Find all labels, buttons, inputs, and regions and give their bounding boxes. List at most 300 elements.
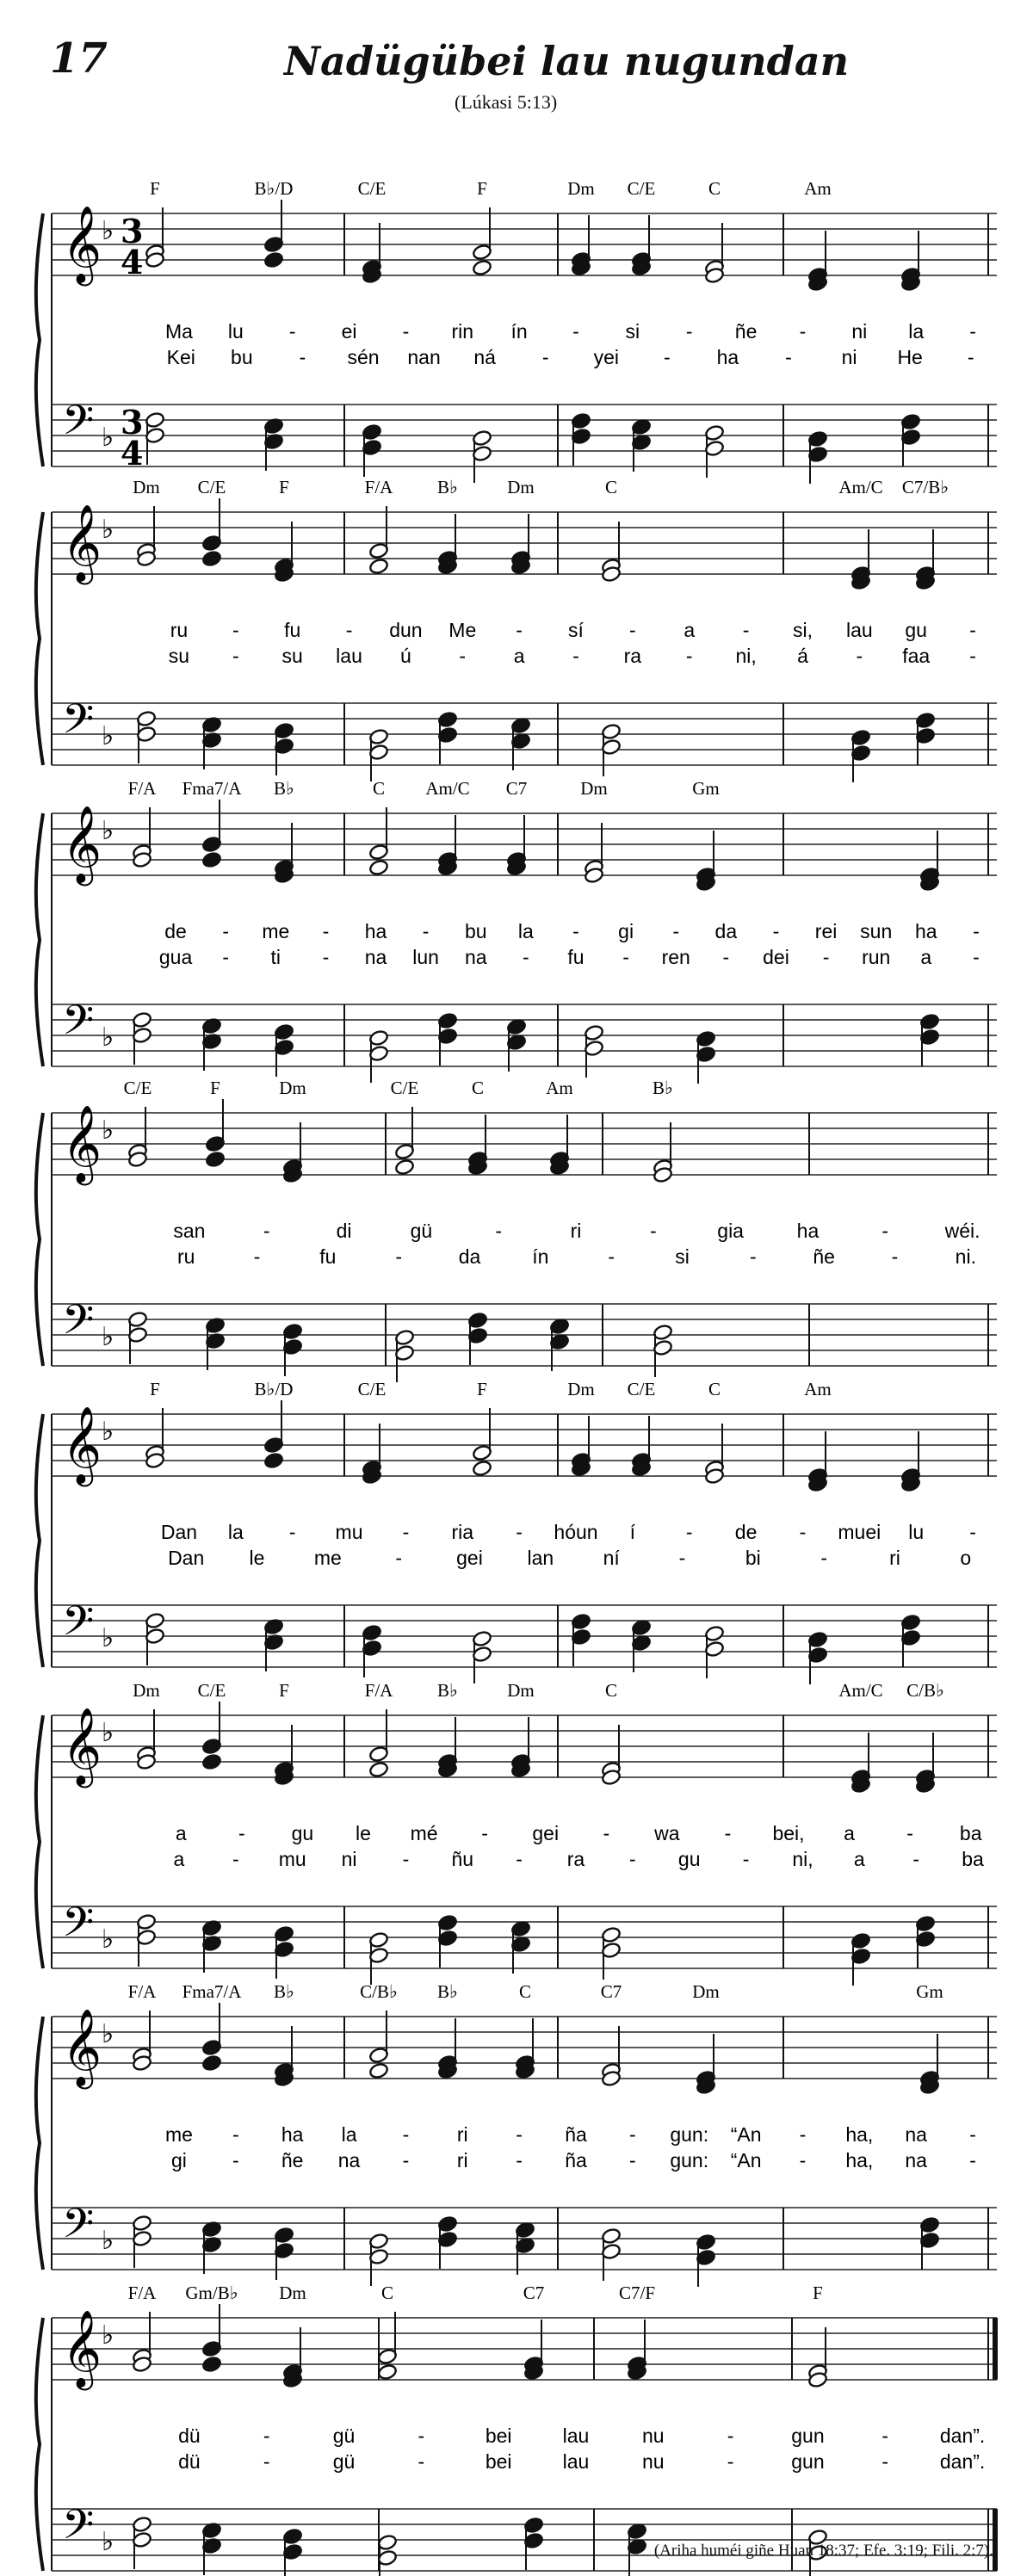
lyric-verse2-syllable: -	[516, 1848, 523, 1870]
lyric-verse2-syllable: -	[263, 2450, 270, 2473]
key-signature-flat-icon: ♭	[102, 721, 114, 751]
lyric-verse1-syllable: dun	[389, 619, 423, 641]
treble-staff	[52, 213, 997, 275]
treble-clef-icon: 𝄞	[62, 504, 102, 582]
lyric-verse1-syllable: ni	[851, 320, 868, 343]
lyric-verse1-syllable: ñe	[734, 320, 758, 343]
lyric-verse1-syllable: -	[322, 920, 330, 942]
lyric-verse1-syllable: gü	[410, 1220, 433, 1242]
chord-symbol: Dm	[567, 1379, 595, 1399]
lyric-verse1-syllable: ri	[456, 2123, 468, 2146]
treble-note	[205, 1099, 226, 1152]
lyric-verse2-syllable: lan	[527, 1547, 554, 1569]
lyric-verse2-syllable: -	[969, 645, 976, 667]
lyric-verse2-syllable: “An	[730, 2149, 762, 2171]
lyric-verse2-syllable: sén	[347, 346, 380, 368]
chord-symbol: C/E	[357, 178, 387, 199]
lyric-verse2-syllable: ru	[176, 1245, 195, 1268]
lyric-verse2-syllable: dan”.	[939, 2450, 986, 2473]
key-signature-flat-icon: ♭	[102, 1022, 114, 1053]
lyric-verse1-syllable: a	[175, 1822, 187, 1844]
chord-symbol: C/E	[123, 1078, 152, 1098]
lyric-verse2-syllable: gua	[158, 946, 193, 968]
hymn-number: 17	[50, 34, 108, 83]
lyric-verse1-syllable: gei	[532, 1822, 560, 1844]
lyric-verse2-syllable: bi	[745, 1547, 761, 1569]
chord-symbol: B♭/D	[254, 178, 294, 199]
chord-symbol: C7/B♭	[901, 477, 949, 497]
hymn-header	[0, 0, 1033, 120]
key-signature-flat-icon: ♭	[102, 423, 114, 453]
lyric-verse1-syllable: gü	[332, 2425, 356, 2447]
lyric-verse2-syllable: nu	[642, 2450, 665, 2473]
lyric-verse1-syllable: mé	[410, 1822, 438, 1844]
chord-symbol: B♭	[437, 1981, 458, 2002]
lyric-verse1-syllable: me	[262, 920, 290, 942]
treble-note	[472, 1460, 492, 1477]
lyric-verse2-syllable: ha,	[845, 2149, 874, 2171]
chord-symbol: C	[372, 778, 386, 799]
lyric-verse2-syllable: lun	[412, 946, 439, 968]
key-signature-flat-icon: ♭	[102, 515, 114, 545]
lyric-verse1-syllable: -	[495, 1220, 503, 1242]
lyric-verse2-syllable: ra	[566, 1848, 585, 1870]
lyric-verse2-syllable: -	[232, 1848, 239, 1870]
treble-note	[205, 1151, 226, 1168]
lyric-verse2-syllable: -	[516, 2149, 523, 2171]
chord-symbol: Am/C	[838, 477, 883, 497]
chord-symbol: C7	[523, 2283, 545, 2303]
music-system	[0, 127, 1033, 473]
lyric-verse1-syllable: ña	[565, 2123, 587, 2146]
treble-clef-icon: 𝄞	[62, 206, 102, 283]
lyric-verse1-syllable: gi	[618, 920, 634, 942]
chord-symbol: B♭	[274, 778, 294, 799]
treble-clef-icon: 𝄞	[62, 1105, 102, 1183]
chord-symbol: F/A	[127, 1981, 157, 2002]
chord-symbol: Dm	[279, 1078, 306, 1098]
lyric-verse2-syllable: -	[395, 1547, 403, 1569]
lyric-verse2-syllable: ri	[456, 2149, 468, 2171]
system-svg	[0, 426, 1033, 753]
chord-symbol: Gm/B♭	[185, 2283, 238, 2303]
lyric-verse2-syllable: -	[742, 1848, 750, 1870]
lyric-verse1-syllable: wéi.	[944, 1220, 980, 1242]
lyric-verse1-syllable: -	[263, 2425, 270, 2447]
chord-symbol: C/E	[197, 1680, 226, 1701]
lyric-verse2-syllable: -	[678, 1547, 686, 1569]
lyric-verse2-syllable: -	[402, 2149, 410, 2171]
music-system	[0, 1027, 1033, 1354]
lyric-verse2-syllable: -	[969, 2149, 976, 2171]
lyric-verse2-syllable: ti	[270, 946, 281, 968]
system-svg	[0, 727, 1033, 1054]
treble-note	[368, 1761, 389, 1778]
lyric-verse2-syllable: ni,	[735, 645, 757, 667]
lyric-verse1-syllable: san	[173, 1220, 206, 1242]
lyric-verse1-syllable: la	[517, 920, 534, 942]
lyric-verse1-syllable: Dan	[160, 1521, 198, 1543]
lyric-verse2-syllable: -	[799, 2149, 807, 2171]
lyric-verse1-syllable: -	[402, 1521, 410, 1543]
lyric-verse1-syllable: de	[164, 920, 187, 942]
music-system	[0, 1930, 1033, 2258]
lyric-verse2-syllable: nan	[407, 346, 441, 368]
lyric-verse1-syllable: -	[402, 320, 410, 343]
lyric-verse2-syllable: -	[418, 2450, 425, 2473]
chord-symbol: B♭	[437, 477, 458, 497]
chord-symbol: F/A	[364, 1680, 393, 1701]
lyric-verse2-syllable: me	[313, 1547, 342, 1569]
treble-note	[377, 2363, 398, 2381]
lyric-verse2-syllable: a	[920, 946, 932, 968]
key-signature-flat-icon: ♭	[102, 2019, 114, 2049]
lyric-verse1-syllable: la	[341, 2123, 357, 2146]
lyric-verse1-syllable: lu	[227, 320, 244, 343]
treble-note	[368, 558, 389, 575]
chord-symbol: C/E	[627, 178, 656, 199]
lyric-verse1-syllable: -	[685, 320, 693, 343]
lyric-verse1-syllable: -	[516, 1521, 523, 1543]
chord-symbol: Am	[804, 178, 832, 199]
system-svg	[0, 1027, 1033, 1354]
time-signature-top: 3	[121, 212, 144, 250]
lyric-verse2-syllable: run	[862, 946, 891, 968]
treble-note	[472, 1408, 492, 1461]
treble-clef-icon: 𝄞	[62, 806, 102, 883]
treble-note	[368, 859, 389, 876]
lyric-verse1-syllable: bei,	[772, 1822, 805, 1844]
chord-symbol: C/E	[357, 1379, 387, 1399]
treble-clef-icon: 𝄞	[62, 2009, 102, 2086]
lyric-verse2-syllable: -	[523, 946, 529, 968]
treble-note	[368, 1709, 389, 1763]
lyric-verse1-syllable: a	[684, 619, 696, 641]
lyric-verse1-syllable: Me	[448, 619, 477, 641]
chord-symbol: Dm	[507, 477, 535, 497]
lyric-verse1-syllable: ri	[570, 1220, 582, 1242]
lyric-verse2-syllable: -	[299, 346, 306, 368]
lyric-verse1-syllable: ha	[364, 920, 387, 942]
treble-staff	[52, 1113, 997, 1175]
lyric-verse2-syllable: le	[249, 1547, 265, 1569]
lyric-verse1-syllable: -	[232, 619, 239, 641]
lyric-verse1-syllable: -	[629, 619, 636, 641]
lyric-verse2-syllable: ñe	[281, 2149, 304, 2171]
treble-note	[263, 200, 284, 253]
lyric-verse1-syllable: ín	[510, 320, 528, 343]
lyric-verse2-syllable: -	[222, 946, 230, 968]
lyric-verse1-syllable: -	[603, 1822, 610, 1844]
lyric-verse1-syllable: -	[881, 1220, 889, 1242]
chord-symbol: C/E	[197, 477, 226, 497]
treble-note	[263, 1400, 284, 1454]
system-svg	[0, 1629, 1033, 1956]
treble-note	[201, 2356, 222, 2373]
key-signature-flat-icon: ♭	[102, 1623, 114, 1653]
chord-symbol: Gm	[916, 1981, 943, 2002]
lyric-verse1-syllable: lau	[845, 619, 873, 641]
chord-symbol: Am	[804, 1379, 832, 1399]
lyric-verse1-syllable: sun	[860, 920, 893, 942]
chord-symbol: C	[604, 1680, 618, 1701]
lyric-verse2-syllable: na	[364, 946, 387, 968]
footnote: (Ariha huméi giñe Huan 18:37; Efe. 3:19; Fili. 2:7).	[653, 2542, 993, 2560]
chord-symbol: C/B♭	[906, 1680, 944, 1701]
chord-symbol: Dm	[133, 1680, 160, 1701]
key-signature-flat-icon: ♭	[102, 1718, 114, 1748]
key-signature-flat-icon: ♭	[102, 1322, 114, 1352]
bass-clef-icon: 𝄢	[62, 2500, 95, 2559]
lyric-verse2-syllable: na	[905, 2149, 927, 2171]
treble-note	[201, 2054, 222, 2072]
lyric-verse2-syllable: He	[897, 346, 923, 368]
bass-clef-icon: 𝄢	[62, 2199, 95, 2258]
lyric-verse1-syllable: -	[973, 920, 980, 942]
lyric-verse2-syllable: a	[173, 1848, 185, 1870]
lyric-verse2-syllable: ha	[716, 346, 739, 368]
lyric-verse2-syllable: ñe	[813, 1245, 835, 1268]
lyric-verse2-syllable: -	[820, 1547, 828, 1569]
lyric-verse2-syllable: -	[322, 946, 330, 968]
lyric-verse1-syllable: -	[418, 2425, 425, 2447]
lyric-verse2-syllable: -	[459, 645, 467, 667]
lyric-verse2-syllable: ni	[341, 1848, 357, 1870]
lyric-verse2-syllable: o	[960, 1547, 972, 1569]
lyric-verse1-syllable: -	[238, 1822, 245, 1844]
lyric-verse2-syllable: -	[629, 1848, 636, 1870]
lyric-verse2-syllable: -	[622, 946, 629, 968]
hymn-title: Nadügübei lau nugundan	[284, 38, 850, 84]
chord-symbol: F	[279, 1680, 289, 1701]
treble-note	[201, 2003, 222, 2056]
chord-symbol: Dm	[567, 178, 595, 199]
chord-symbol: B♭/D	[254, 1379, 294, 1399]
bass-clef-icon: 𝄢	[62, 1898, 95, 1956]
lyric-verse1-syllable: -	[881, 2425, 889, 2447]
lyric-verse2-syllable: -	[402, 1848, 410, 1870]
chord-symbol: Dm	[580, 778, 608, 799]
bass-clef-icon: 𝄢	[62, 695, 95, 753]
treble-note	[472, 207, 492, 261]
chord-symbol: C	[471, 1078, 485, 1098]
lyric-verse2-syllable: -	[856, 645, 863, 667]
lyric-verse1-syllable: -	[288, 1521, 296, 1543]
treble-note	[368, 2011, 389, 2064]
lyric-verse2-syllable: ú	[400, 645, 411, 667]
lyric-verse1-syllable: dü	[178, 2425, 201, 2447]
chord-symbol: Am	[546, 1078, 573, 1098]
treble-note	[377, 2312, 398, 2365]
lyric-verse1-syllable: -	[969, 1521, 976, 1543]
lyric-verse1-syllable: la	[227, 1521, 244, 1543]
chord-symbol: Dm	[692, 1981, 720, 2002]
lyric-verse1-syllable: -	[772, 920, 780, 942]
lyric-verse1-syllable: ha	[915, 920, 937, 942]
chord-symbol: F	[477, 178, 487, 199]
treble-note	[394, 1107, 415, 1160]
treble-note	[201, 2304, 222, 2357]
lyric-verse1-syllable: si,	[792, 619, 813, 641]
lyric-verse2-syllable: ren	[661, 946, 690, 968]
lyric-verse1-syllable: -	[649, 1220, 657, 1242]
lyric-verse1-syllable: gia	[717, 1220, 744, 1242]
lyric-verse2-syllable: da	[458, 1245, 481, 1268]
chord-symbol: B♭	[437, 1680, 458, 1701]
lyric-verse1-syllable: mu	[335, 1521, 363, 1543]
chord-symbol: Gm	[692, 778, 720, 799]
lyric-verse1-syllable: gu	[291, 1822, 314, 1844]
key-signature-flat-icon: ♭	[102, 1417, 114, 1447]
lyric-verse1-syllable: -	[516, 619, 523, 641]
chord-symbol: C	[518, 1981, 532, 2002]
lyric-verse1-syllable: da	[714, 920, 738, 942]
treble-note	[201, 851, 222, 868]
bass-staff	[52, 2509, 997, 2571]
lyric-verse2-syllable: gu	[677, 1848, 701, 1870]
lyric-verse2-syllable: -	[912, 1848, 920, 1870]
lyric-verse1-syllable: ha	[281, 2123, 304, 2146]
lyric-verse2-syllable: -	[822, 946, 830, 968]
lyric-verse2-syllable: gun:	[670, 2149, 709, 2171]
lyric-verse2-syllable: lau	[336, 645, 362, 667]
lyric-verse1-syllable: sí	[568, 619, 584, 641]
lyric-verse2-syllable: -	[664, 346, 671, 368]
chord-symbol: B♭	[274, 1981, 294, 2002]
treble-staff	[52, 2318, 997, 2380]
treble-note	[368, 807, 389, 861]
key-signature-flat-icon: ♭	[102, 1115, 114, 1146]
treble-note	[263, 251, 284, 269]
lyric-verse2-syllable: -	[232, 2149, 239, 2171]
chord-symbol: F	[150, 1379, 160, 1399]
lyric-verse2-syllable: ín	[532, 1245, 549, 1268]
chord-symbol: F	[477, 1379, 487, 1399]
treble-note	[472, 259, 492, 276]
lyric-verse1-syllable: -	[906, 1822, 913, 1844]
lyric-verse2-syllable: á	[797, 645, 808, 667]
lyric-verse2-syllable: -	[891, 1245, 899, 1268]
lyric-verse2-syllable: su	[281, 645, 303, 667]
treble-note	[201, 550, 222, 567]
lyric-verse1-syllable: hóun	[554, 1521, 598, 1543]
music-system	[0, 426, 1033, 753]
chord-symbol: Am/C	[838, 1680, 883, 1701]
lyric-verse2-syllable: -	[395, 1245, 403, 1268]
lyric-verse1-syllable: -	[345, 619, 353, 641]
lyric-verse1-syllable: lau	[562, 2425, 590, 2447]
lyric-verse2-syllable: na	[464, 946, 487, 968]
lyric-verse1-syllable: muei	[838, 1521, 881, 1543]
chord-symbol: F/A	[127, 2283, 157, 2303]
lyric-verse2-syllable: a	[513, 645, 525, 667]
music-system	[0, 1328, 1033, 1655]
lyric-verse2-syllable: -	[881, 2450, 889, 2473]
time-signature-bottom: 4	[121, 434, 144, 473]
brace	[36, 2318, 43, 2571]
chord-symbol: C	[708, 178, 721, 199]
lyric-verse2-syllable: si	[675, 1245, 690, 1268]
chord-symbol: C	[604, 477, 618, 497]
key-signature-flat-icon: ♭	[102, 216, 114, 246]
chord-symbol: Dm	[133, 477, 160, 497]
chord-symbol: C7	[600, 1981, 622, 2002]
lyric-verse2-syllable: gi	[170, 2149, 187, 2171]
treble-note	[368, 2062, 389, 2079]
time-signature-top: 3	[121, 403, 144, 442]
lyric-verse2-syllable: -	[541, 346, 549, 368]
treble-note	[201, 800, 222, 853]
lyric-verse2-syllable: -	[785, 346, 792, 368]
chord-symbol: C7	[505, 778, 528, 799]
lyric-verse2-syllable: na	[337, 2149, 361, 2171]
time-signature-bottom: 4	[121, 243, 144, 281]
treble-note	[201, 1753, 222, 1770]
lyric-verse1-syllable: bei	[485, 2425, 512, 2447]
lyric-verse2-syllable: bei	[485, 2450, 512, 2473]
lyric-verse1-syllable: -	[288, 320, 296, 343]
lyric-verse1-syllable: lu	[908, 1521, 925, 1543]
lyric-verse2-syllable: yei	[593, 346, 619, 368]
lyric-verse1-syllable: “An	[730, 2123, 762, 2146]
lyric-verse1-syllable: ru	[170, 619, 189, 641]
bass-clef-icon: 𝄢	[62, 996, 95, 1054]
chord-symbol: C7/F	[618, 2283, 656, 2303]
lyric-verse1-syllable: -	[222, 920, 230, 942]
lyric-verse2-syllable: mu	[278, 1848, 306, 1870]
chord-symbol: F	[813, 2283, 823, 2303]
lyric-verse2-syllable: -	[967, 346, 974, 368]
lyric-verse1-syllable: a	[844, 1822, 855, 1844]
lyric-verse1-syllable: -	[672, 920, 680, 942]
lyric-verse2-syllable: gun	[791, 2450, 825, 2473]
lyric-verse1-syllable: í	[629, 1521, 636, 1543]
lyric-verse1-syllable: si	[625, 320, 640, 343]
chord-symbol: C/B♭	[360, 1981, 398, 2002]
lyric-verse1-syllable: fu	[284, 619, 301, 641]
lyric-verse2-syllable: -	[722, 946, 730, 968]
lyric-verse1-syllable: rei	[814, 920, 838, 942]
lyric-verse2-syllable: fu	[319, 1245, 337, 1268]
lyric-verse2-syllable: lau	[562, 2450, 590, 2473]
lyric-verse2-syllable: -	[749, 1245, 757, 1268]
bass-clef-icon: 𝄢	[62, 396, 95, 454]
bass-clef-icon: 𝄢	[62, 1597, 95, 1655]
key-signature-flat-icon: ♭	[102, 816, 114, 846]
lyric-verse2-syllable: Dan	[168, 1547, 205, 1569]
lyric-verse1-syllable: ei	[341, 320, 357, 343]
lyric-verse1-syllable: de	[734, 1521, 758, 1543]
lyric-verse1-syllable: -	[969, 2123, 976, 2146]
chord-symbol: C	[708, 1379, 721, 1399]
lyric-verse2-syllable: ra	[623, 645, 642, 667]
lyric-verse1-syllable: -	[727, 2425, 734, 2447]
chord-symbol: Fma7/A	[182, 1981, 242, 2002]
chord-symbol: B♭	[653, 1078, 673, 1098]
lyric-verse2-syllable: ni,	[792, 1848, 813, 1870]
treble-clef-icon: 𝄞	[62, 1406, 102, 1484]
lyric-verse1-syllable: na	[905, 2123, 927, 2146]
lyric-verse1-syllable: gu	[905, 619, 927, 641]
lyric-verse2-syllable: ní	[603, 1547, 620, 1569]
lyric-verse1-syllable: -	[572, 320, 579, 343]
lyric-verse1-syllable: -	[263, 1220, 270, 1242]
treble-note	[394, 1158, 415, 1176]
lyric-verse1-syllable: Ma	[164, 320, 193, 343]
key-signature-flat-icon: ♭	[102, 2320, 114, 2351]
chord-symbol: F	[279, 477, 289, 497]
lyric-verse1-syllable: -	[422, 920, 430, 942]
